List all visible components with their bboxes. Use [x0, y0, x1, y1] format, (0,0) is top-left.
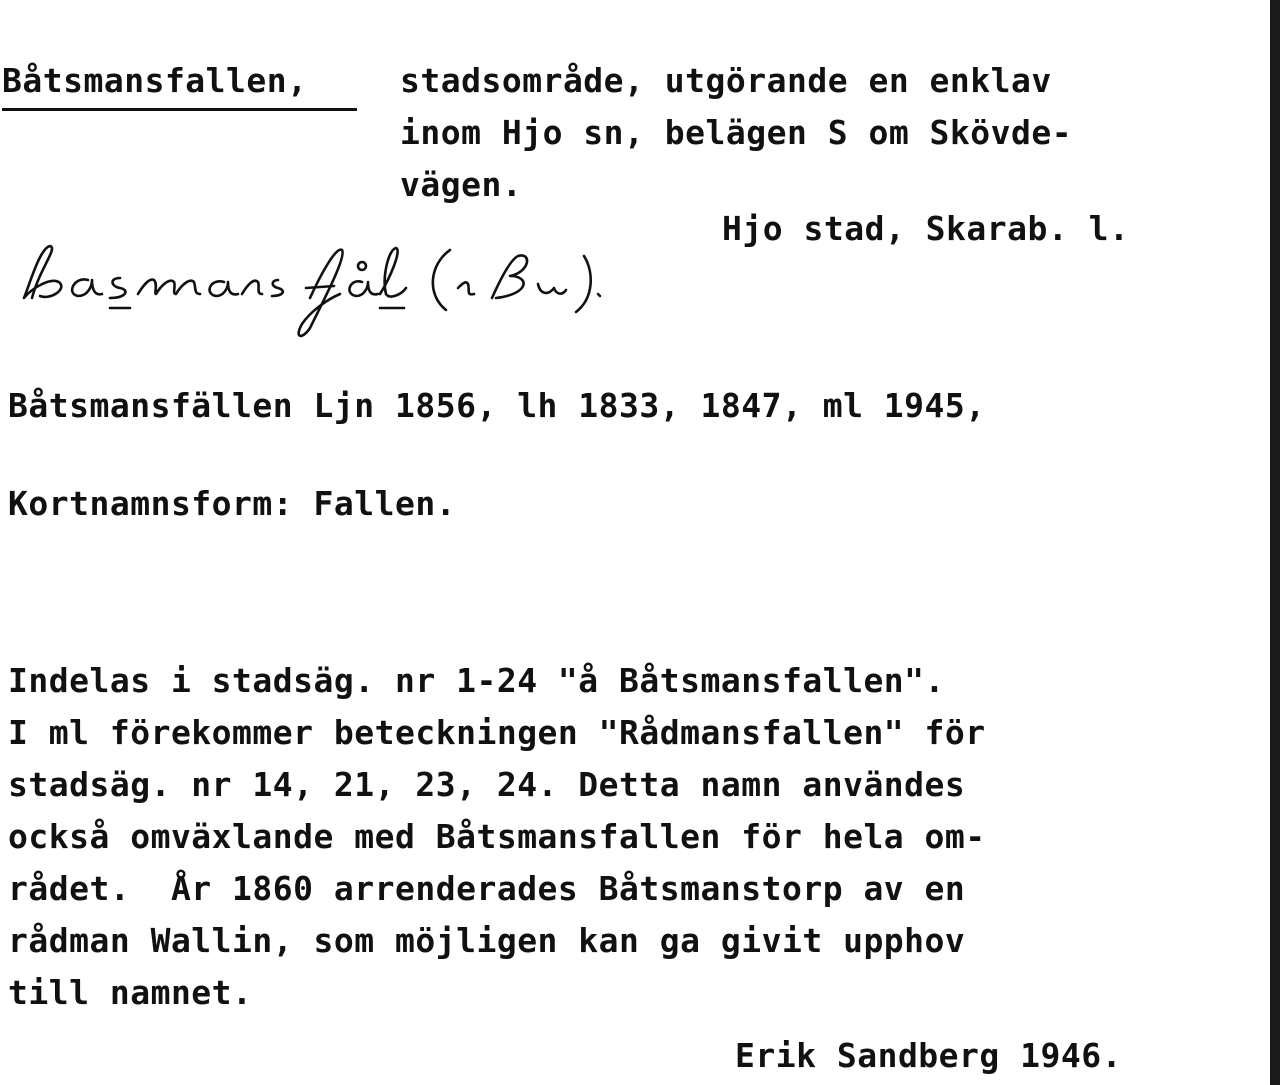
headword-underline [2, 108, 357, 111]
note-line: rådman Wallin, som möjligen kan ga givit upphov [8, 921, 966, 960]
headword: Båtsmansfallen, [2, 61, 308, 100]
definition-line: inom Hjo sn, belägen S om Skövde- [400, 113, 1073, 152]
location: Hjo stad, Skarab. l. [722, 209, 1130, 248]
note-line: stadsäg. nr 14, 21, 23, 24. Detta namn användes [8, 765, 966, 804]
note-line: rådet. År 1860 arrenderades Båtsmanstorp av en [8, 869, 966, 908]
definition-line: stadsområde, utgörande en enklav [400, 61, 1052, 100]
note-line: Indelas i stadsäg. nr 1-24 "å Båtsmansfallen". [8, 661, 945, 700]
definition [400, 55, 1072, 211]
definition-line: vägen. [400, 165, 523, 204]
handwritten-note [10, 228, 910, 348]
note [8, 655, 986, 1019]
note-line: också omväxlande med Båtsmansfallen för hela om- [8, 817, 986, 856]
card-edge [1270, 0, 1280, 1085]
historical-forms: Båtsmansfällen Ljn 1856, lh 1833, 1847, ml 1945, [8, 386, 986, 425]
note-line: I ml förekommer beteckningen "Rådmansfallen" för [8, 713, 986, 752]
signature: Erik Sandberg 1946. [735, 1036, 1122, 1075]
note-line: till namnet. [8, 973, 253, 1012]
short-form: Kortnamnsform: Fallen. [8, 484, 457, 523]
